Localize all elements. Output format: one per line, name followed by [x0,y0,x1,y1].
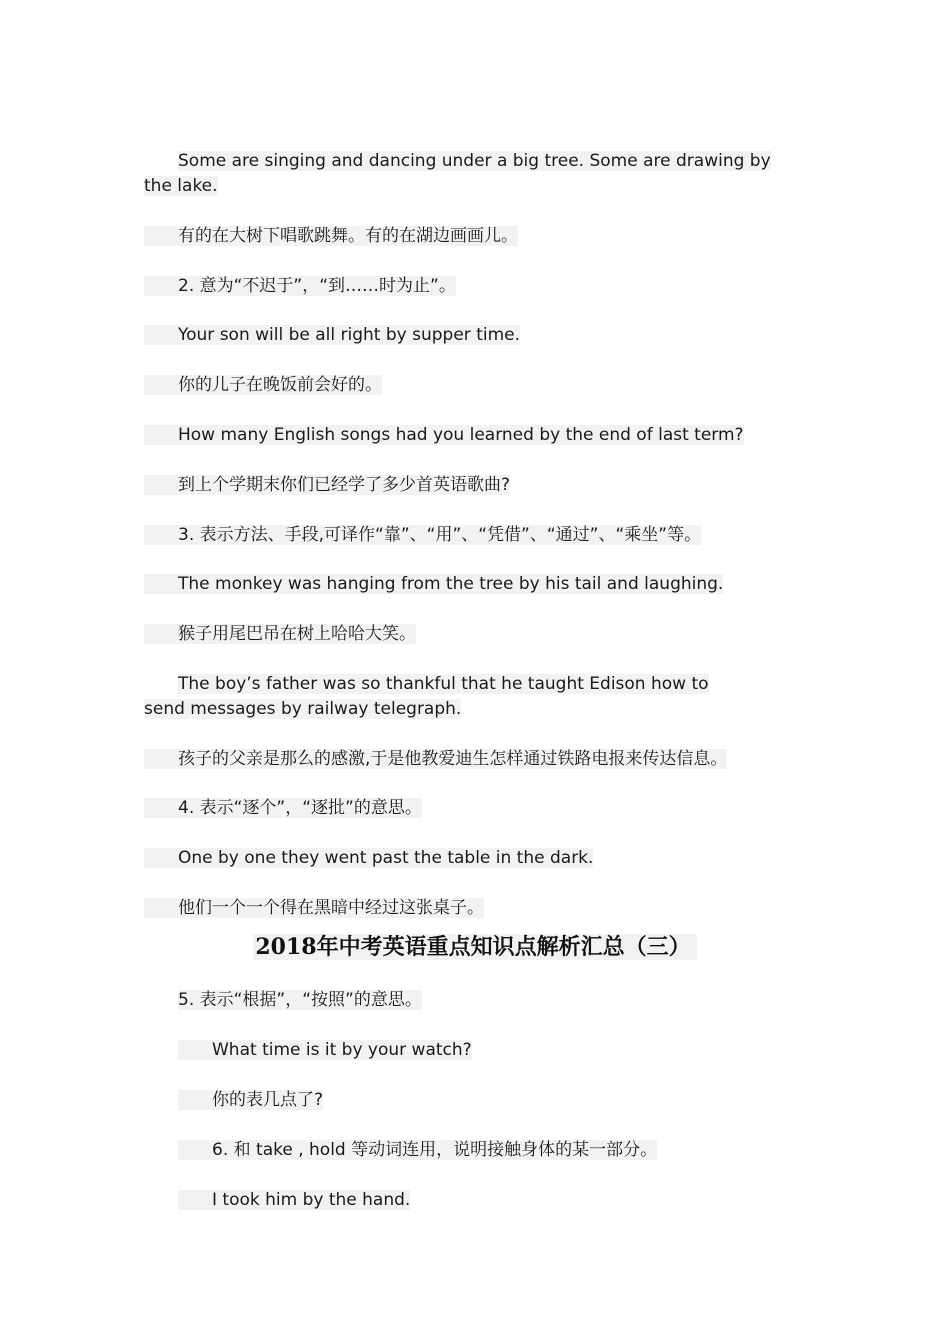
paragraph-translation [144,224,774,249]
paragraph-text: 6. 和 take , hold 等动词连用，说明接触身体的某一部分。 [178,1140,657,1160]
paragraph-text: How many English songs had you learned by the end of last term? [144,425,744,445]
paragraph-text: Your son will be all right by supper time. [144,325,520,345]
paragraph-translation [178,1088,774,1113]
paragraph-text: 5. 表示“根据”，“按照”的意思。 [178,990,422,1010]
section-title [0,932,950,962]
paragraph-text: Some are singing and dancing under a big tree. Some are drawing by the lake. [144,151,771,196]
paragraph-rule-heading [144,523,784,548]
paragraph-text: 他们一个一个得在黑暗中经过这张桌子。 [144,898,484,918]
paragraph-rule-heading [178,1138,774,1163]
paragraph-translation [144,747,774,772]
paragraph-example-sentence [178,1038,774,1063]
paragraph-translation [144,896,774,921]
paragraph-example-sentence [144,672,744,722]
paragraph-rule-heading [178,988,808,1013]
paragraph-text: What time is it by your watch? [178,1040,472,1060]
paragraph-text: 你的儿子在晚饭前会好的。 [144,375,382,395]
paragraph-text: 孩子的父亲是那么的感激,于是他教爱迪生怎样通过铁路电报来传达信息。 [144,749,727,769]
paragraph-text: 2. 意为“不迟于”，“到……时为止”。 [144,276,456,296]
paragraph-text: The monkey was hanging from the tree by his tail and laughing. [144,574,723,594]
paragraph-text: 到上个学期末你们已经学了多少首英语歌曲? [144,475,510,495]
paragraph-example-sentence [178,1188,774,1213]
paragraph-example-sentence [144,846,774,871]
paragraph-rule-heading [144,796,774,821]
paragraph-text: I took him by the hand. [178,1190,410,1210]
paragraph-example-sentence [144,423,774,448]
paragraph-translation [144,473,774,498]
paragraph-text: The boy’s father was so thankful that he taught Edison how to send messages by railway telegraph. [144,674,709,719]
paragraph-text: 猴子用尾巴吊在树上哈哈大笑。 [144,624,416,644]
paragraph-translation [144,373,774,398]
paragraph-text: 你的表几点了? [178,1090,323,1110]
paragraph-text: 4. 表示“逐个”，“逐批”的意思。 [144,798,422,818]
section-title-text: 2018年中考英语重点知识点解析汇总（三） [253,934,696,960]
paragraph-text: 有的在大树下唱歌跳舞。有的在湖边画画儿。 [144,226,518,246]
paragraph-rule-heading [144,274,774,299]
paragraph-text: One by one they went past the table in the dark. [144,848,593,868]
paragraph-translation [144,622,774,647]
paragraph-example-sentence [144,572,774,597]
paragraph-example-sentence [144,323,774,348]
paragraph-example-sentence [144,149,774,199]
paragraph-text: 3. 表示方法、手段,可译作“靠”、“用”、“凭借”、“通过”、“乘坐”等。 [144,525,701,545]
